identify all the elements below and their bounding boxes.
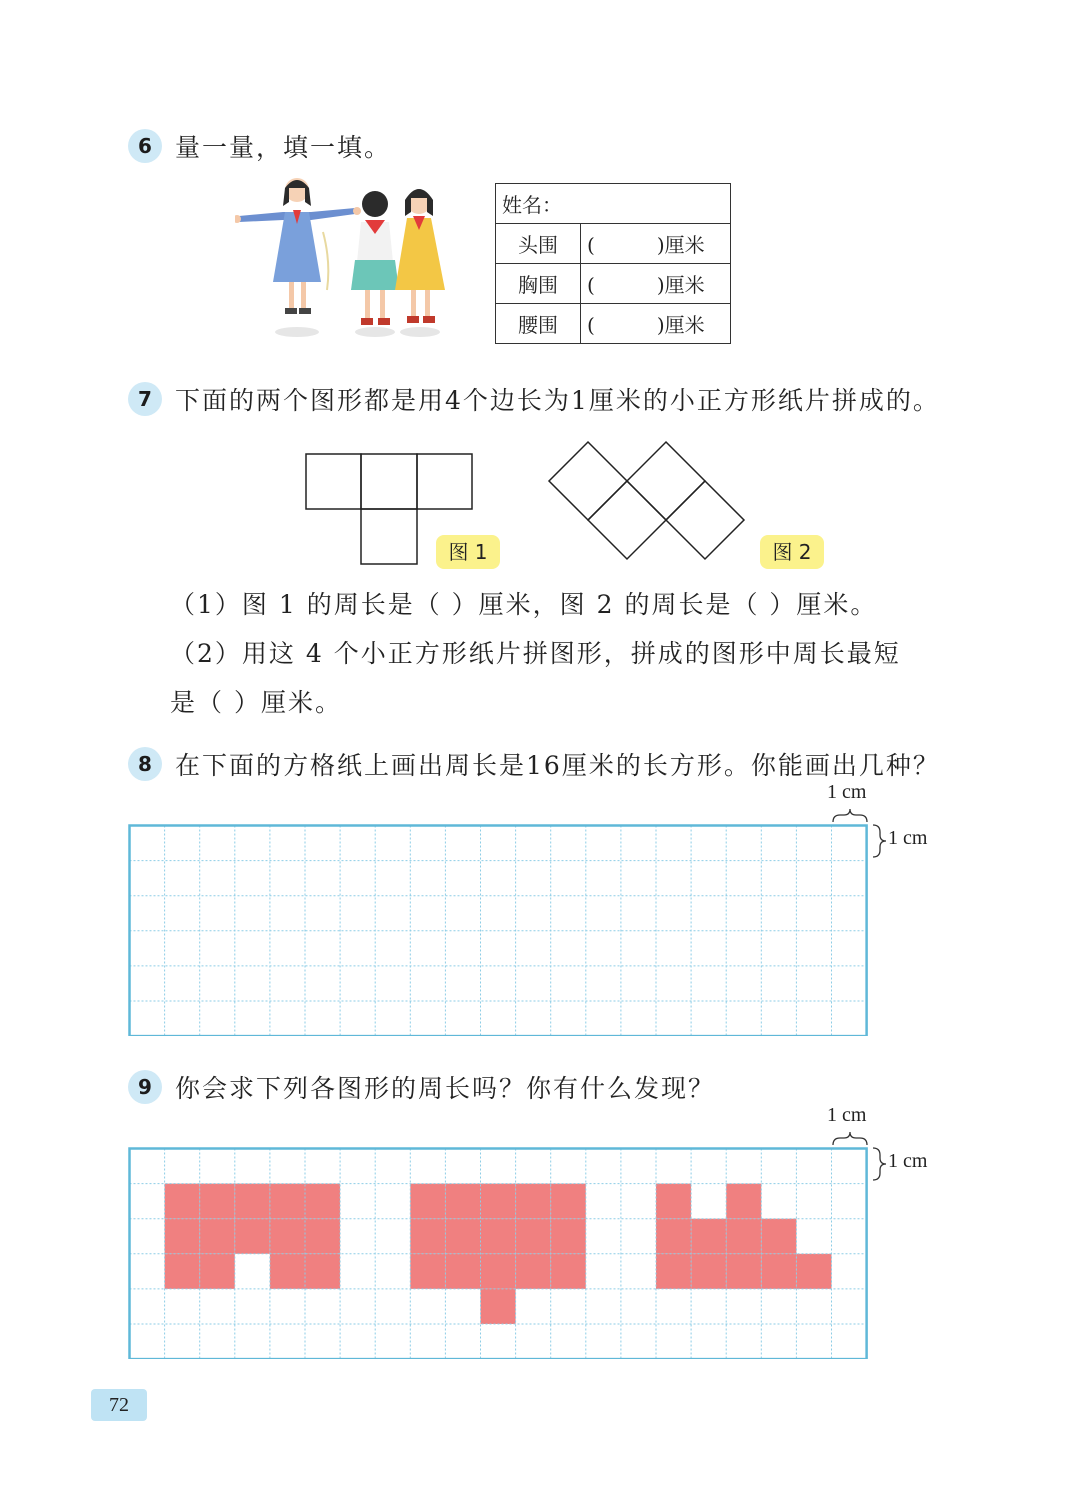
table-row — [496, 264, 731, 304]
question-7-part-2: （2）用这 4 个小正方形纸片拼图形，拼成的图形中周长最短 — [170, 639, 901, 668]
square — [361, 509, 417, 564]
measurement-table — [495, 183, 731, 344]
filled-cell — [235, 1219, 270, 1254]
filled-cell — [305, 1184, 340, 1219]
unit-label-right: 1 cm — [888, 1150, 928, 1172]
row-label: 头围 — [496, 224, 581, 264]
filled-cell — [445, 1184, 480, 1219]
filled-cell — [726, 1219, 761, 1254]
unit-label-top: 1 cm — [827, 781, 867, 803]
table-row — [496, 304, 731, 344]
grid-paper-q9 — [128, 1147, 869, 1359]
question-6-text: 量一量，填一填。 — [175, 133, 392, 162]
filled-cell — [481, 1289, 516, 1324]
girl-blue-dress — [235, 178, 361, 337]
filled-cell — [481, 1254, 516, 1289]
answer-cell[interactable]: ( )厘米 — [581, 304, 731, 344]
row-label: 腰围 — [496, 304, 581, 344]
filled-cell — [305, 1254, 340, 1289]
filled-cell — [551, 1184, 586, 1219]
figure-2-label: 图 2 — [760, 535, 824, 569]
filled-cell — [656, 1184, 691, 1219]
filled-cell — [270, 1184, 305, 1219]
filled-cell — [761, 1254, 796, 1289]
filled-cell — [656, 1254, 691, 1289]
filled-cell — [516, 1219, 551, 1254]
question-9-badge: 9 — [128, 1070, 162, 1104]
filled-cell — [200, 1254, 235, 1289]
page-number: 72 — [91, 1389, 147, 1421]
square — [549, 442, 627, 520]
row-label: 胸围 — [496, 264, 581, 304]
figure-1-label: 图 1 — [436, 535, 500, 569]
square — [627, 442, 705, 520]
question-8-badge: 8 — [128, 747, 162, 781]
figure-2-diagonal-shape — [545, 440, 750, 565]
filled-cell — [445, 1254, 480, 1289]
filled-cell — [656, 1219, 691, 1254]
answer-cell[interactable]: ( )厘米 — [581, 264, 731, 304]
filled-cell — [445, 1219, 480, 1254]
girl-yellow-dress — [395, 189, 445, 337]
filled-cell — [235, 1184, 270, 1219]
question-6-badge: 6 — [128, 129, 162, 163]
square — [666, 481, 744, 559]
filled-cell — [796, 1254, 831, 1289]
filled-cell — [165, 1184, 200, 1219]
filled-cell — [691, 1254, 726, 1289]
filled-cell — [481, 1219, 516, 1254]
filled-cell — [410, 1184, 445, 1219]
filled-cell — [551, 1219, 586, 1254]
square — [588, 481, 666, 559]
filled-cell — [516, 1184, 551, 1219]
square — [306, 454, 361, 509]
filled-cell — [305, 1219, 340, 1254]
filled-cell — [270, 1254, 305, 1289]
filled-cell — [200, 1184, 235, 1219]
grid-paper-q8[interactable] — [128, 824, 869, 1036]
question-7-text: 下面的两个图形都是用4个边长为1厘米的小正方形纸片拼成的。 — [175, 386, 940, 415]
answer-cell[interactable]: ( )厘米 — [581, 224, 731, 264]
question-9-text: 你会求下列各图形的周长吗？你有什么发现？ — [175, 1074, 716, 1103]
filled-cell — [726, 1254, 761, 1289]
question-7-badge: 7 — [128, 382, 162, 416]
filled-cell — [726, 1184, 761, 1219]
filled-cell — [410, 1254, 445, 1289]
children-measuring-illustration — [235, 172, 460, 342]
name-field[interactable]: 姓名： — [496, 184, 731, 224]
table-row — [496, 224, 731, 264]
filled-cell — [200, 1219, 235, 1254]
question-7-part-2-cont: 是（ ）厘米。 — [170, 688, 342, 717]
filled-cell — [551, 1254, 586, 1289]
unit-label-top: 1 cm — [827, 1104, 867, 1126]
filled-cell — [165, 1254, 200, 1289]
filled-cell — [410, 1219, 445, 1254]
filled-cell — [516, 1254, 551, 1289]
square — [417, 454, 472, 509]
filled-cell — [165, 1219, 200, 1254]
question-8-text: 在下面的方格纸上画出周长是16厘米的长方形。你能画出几种？ — [175, 751, 940, 780]
filled-cell — [691, 1219, 726, 1254]
filled-cell — [270, 1219, 305, 1254]
filled-cell — [481, 1184, 516, 1219]
filled-cell — [761, 1219, 796, 1254]
unit-label-right: 1 cm — [888, 827, 928, 849]
square — [361, 454, 417, 509]
question-7-part-1: （1）图 1 的周长是（ ）厘米，图 2 的周长是（ ）厘米。 — [170, 590, 878, 619]
